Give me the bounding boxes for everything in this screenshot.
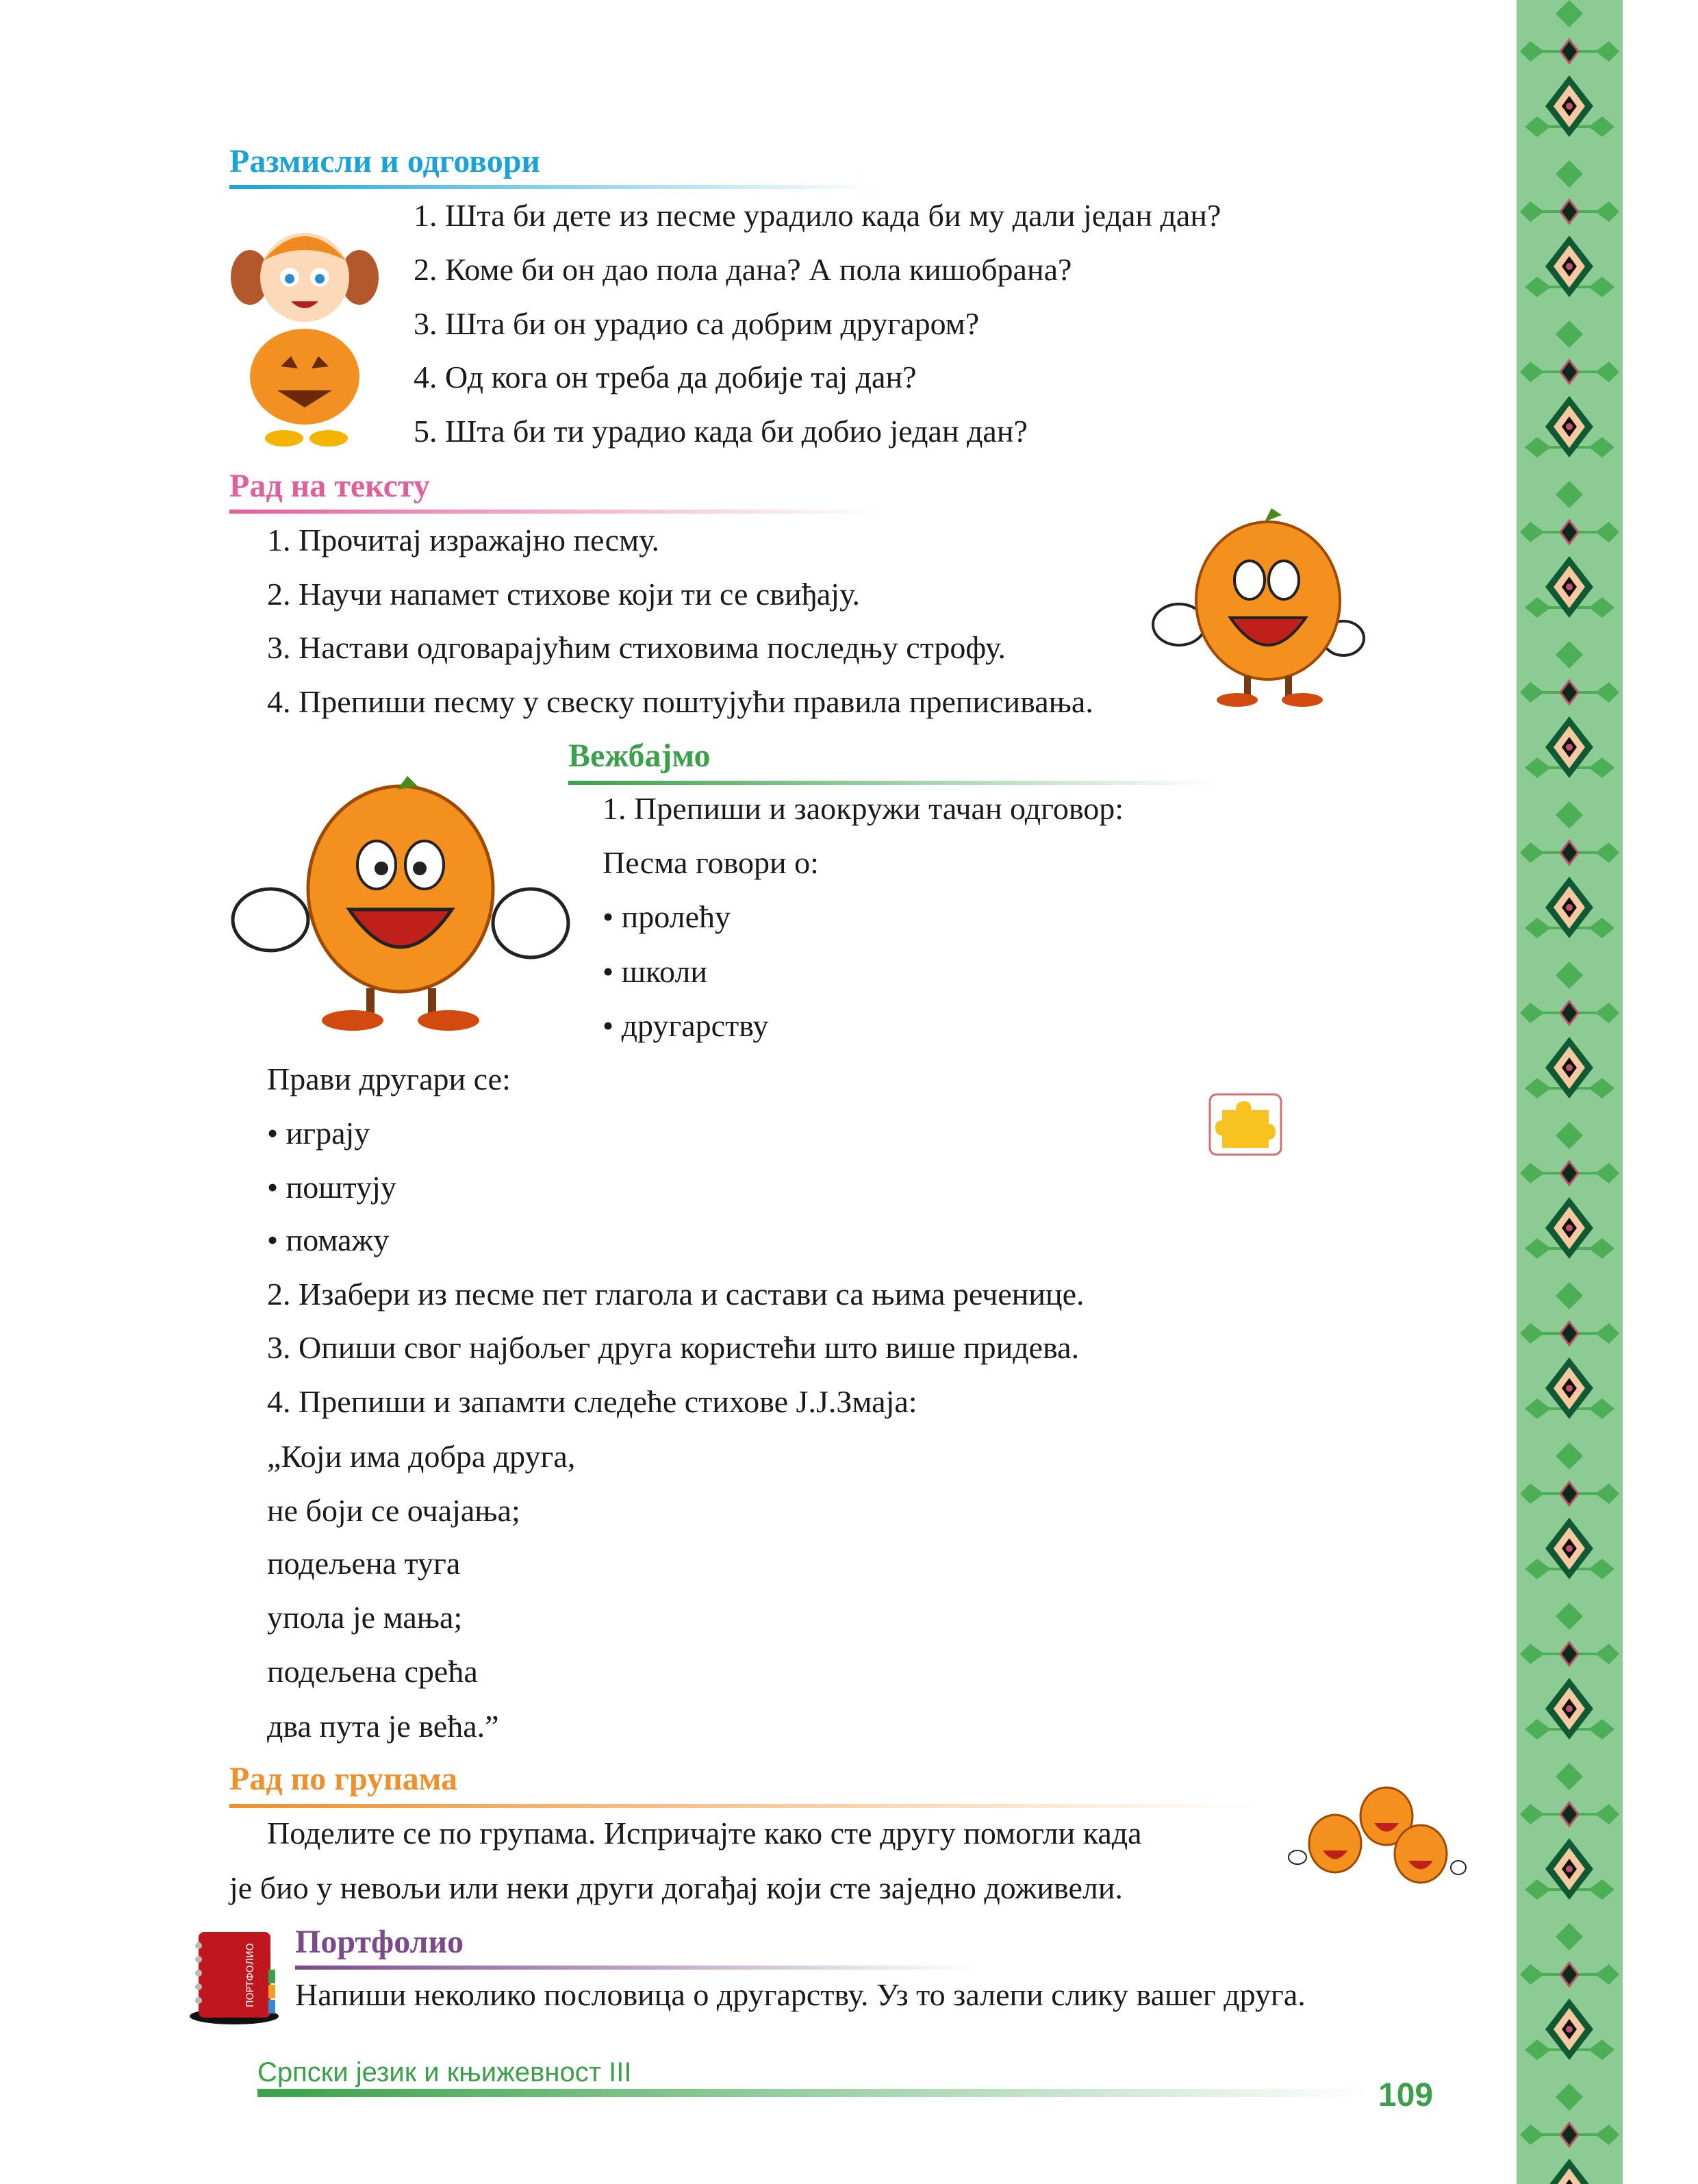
poem-line: подељена срећа: [267, 1654, 478, 1689]
section-title-group: Рад по групама: [229, 1761, 458, 1797]
decorative-border: [1517, 0, 1623, 2184]
question: 1. Шта би дете из песме урадило када би му дали један дан?: [414, 198, 1221, 233]
section-title-text-work: Рад на тексту: [229, 468, 430, 504]
task-item: 2. Научи напамет стихове који ти се свиђају.: [267, 577, 860, 612]
task-item: 4. Препиши песму у свеску поштујући правила преписивања.: [267, 684, 1093, 719]
task-item: 1. Прочитај изражајно песму.: [267, 523, 660, 557]
question: 3. Шта би он урадио са добрим другаром?: [414, 306, 980, 341]
task-item: 4. Препиши и запамти следеће стихове Ј.Ј.Змаја:: [267, 1384, 917, 1419]
poem-line: не боји се очајања;: [267, 1493, 520, 1528]
task-item: 1. Препиши и заокружи тачан одговор:: [603, 791, 1124, 826]
question: 5. Шта би ти урадио када би добио један дан?: [414, 414, 1028, 449]
poem-line: упола је мања;: [267, 1600, 463, 1635]
answer-option: • школи: [603, 954, 708, 989]
task-item: 3. Опиши свог најбољег друга користећи што више придева.: [267, 1330, 1080, 1365]
answer-option: • пролећу: [603, 899, 731, 934]
paragraph-line: Поделите се по групама. Испричајте како сте другу помогли када: [267, 1816, 1142, 1850]
task-item: 2. Изабери из песме пет глагола и састави са њима реченице.: [267, 1277, 1085, 1311]
section-underline: [229, 185, 880, 189]
paragraph-line: је био у невољи или неки други догађај који сте заједно доживели.: [229, 1870, 1123, 1905]
poem-line: два пута је већа.”: [267, 1709, 499, 1744]
answer-option: • помажу: [267, 1222, 390, 1257]
page-number: 109: [1378, 2077, 1434, 2113]
puzzle-icon: [1208, 1093, 1282, 1156]
question: 4. Од кога он треба да добије тај дан?: [414, 360, 917, 394]
poem-line: „Који има добра друга,: [267, 1439, 576, 1474]
section-title-practice: Вежбајмо: [568, 738, 711, 774]
portfolio-book-icon: [185, 1929, 279, 2024]
portfolio-text: Напиши неколико пословица о другарству. Уз то залепи слику вашег друга.: [295, 1977, 1306, 2012]
question: 2. Коме би он дао пола дана? А пола кишобрана?: [414, 252, 1072, 287]
answer-option: • другарству: [603, 1008, 769, 1043]
question-text: Прави другари се:: [267, 1062, 511, 1096]
pumpkin-character-illustration: [1148, 508, 1374, 707]
section-underline: [229, 510, 880, 514]
section-title-portfolio: Портфолио: [295, 1924, 464, 1960]
girl-with-pumpkin-illustration: [229, 212, 380, 449]
section-underline: [568, 781, 1219, 785]
footer-book-title: Српски језик и књижевност III: [257, 2057, 632, 2087]
section-underline: [295, 1966, 980, 1970]
footer-line: [257, 2089, 1373, 2097]
big-pumpkin-character-illustration: [229, 773, 572, 1033]
poem-line: подељена туга: [267, 1546, 461, 1581]
svg-text:ПОРТФОЛИО: ПОРТФОЛИО: [245, 1943, 256, 2007]
section-title-think: Размисли и одговори: [229, 143, 541, 179]
task-item: 3. Настави одговарајућим стиховима последњу строфу.: [267, 630, 1006, 665]
pumpkin-group-illustration: [1287, 1782, 1467, 1895]
question-text: Песма говори о:: [603, 845, 819, 880]
answer-option: • поштују: [267, 1170, 396, 1205]
section-underline: [229, 1804, 1256, 1808]
answer-option: • играју: [267, 1116, 370, 1151]
